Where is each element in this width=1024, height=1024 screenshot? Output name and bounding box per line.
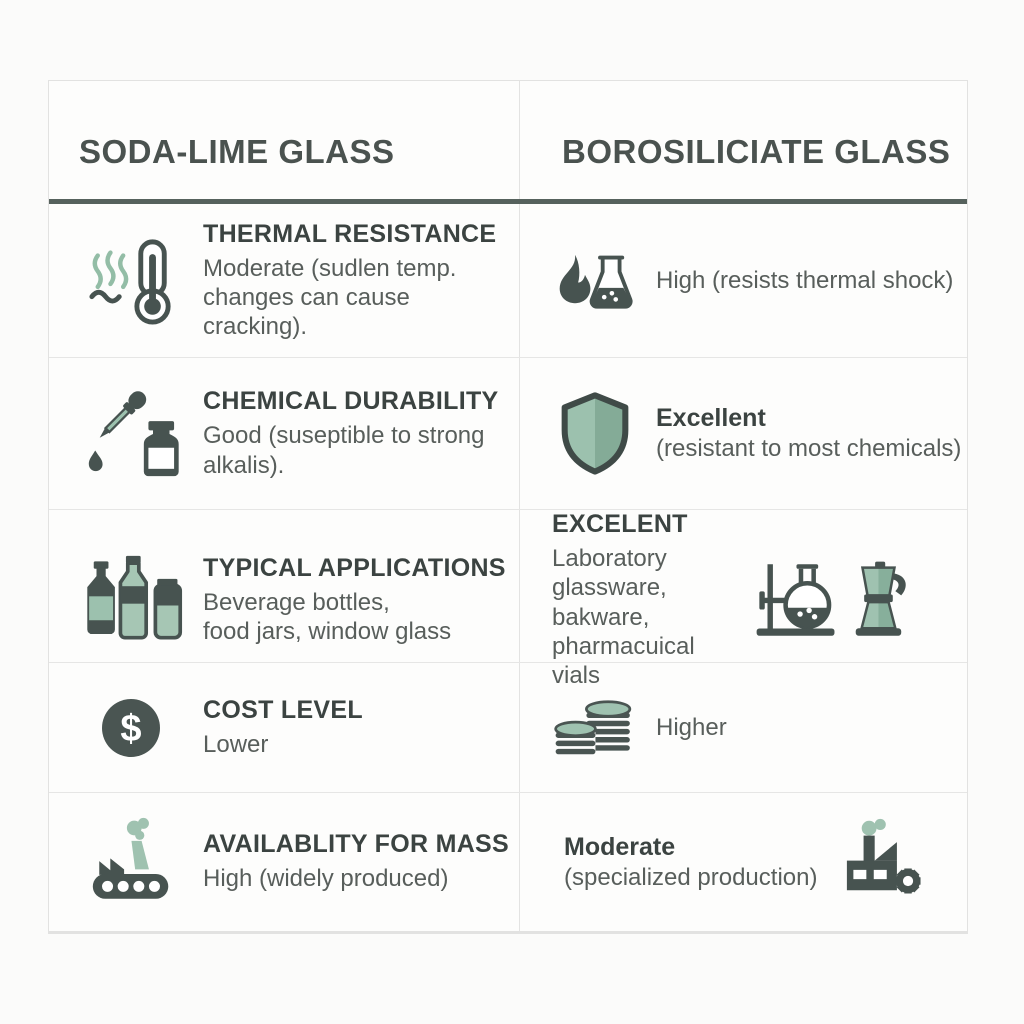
bottles-icon xyxy=(75,554,187,646)
chemical-detail: (resistant to most chemicals) xyxy=(656,435,962,463)
cell-cost-left xyxy=(49,663,519,792)
availability-title: AVAILABLITY FOR MASS xyxy=(203,830,509,859)
applications-value-line2: bakware, pharmacuical vials xyxy=(552,603,695,690)
row-cost-level xyxy=(49,662,967,792)
cost-value-right: Higher xyxy=(656,713,727,741)
chemical-title: CHEMICAL DURABILITY xyxy=(203,387,499,416)
shield-icon xyxy=(552,390,638,477)
applications-line2: food jars, window glass xyxy=(203,618,452,646)
thermometer-heat-icon xyxy=(75,236,187,326)
applications-line1: Beverage bottles, xyxy=(203,588,390,616)
thermal-title: THERMAL RESISTANCE xyxy=(203,219,497,248)
chemical-value: Excellent xyxy=(656,404,766,433)
availability-value-left: High (widely produced) xyxy=(203,865,449,893)
cell-cost-right xyxy=(519,663,967,792)
row-typical-applications xyxy=(49,509,967,690)
header-row xyxy=(49,81,967,199)
applications-title: TYPICAL APPLICATIONS xyxy=(203,553,506,582)
cell-availability-right xyxy=(519,793,967,931)
lab-stand-flask-icon xyxy=(753,557,839,643)
chemical-desc-line1: Good (suseptible to strong alkalis). xyxy=(203,422,485,479)
row-chemical-durability xyxy=(49,357,967,509)
availability-value-right: Moderate xyxy=(564,832,676,861)
header-cell-borosilicate xyxy=(519,81,967,199)
applications-value-title: EXCELENT xyxy=(552,510,688,538)
column-header-soda-lime: SODA-LIME GLASS xyxy=(79,133,395,170)
cell-availability-left xyxy=(49,793,519,931)
row-thermal-resistance xyxy=(49,204,967,357)
cost-value-left: Lower xyxy=(203,730,269,758)
moka-pot-icon xyxy=(847,560,915,640)
cost-title: COST LEVEL xyxy=(203,695,363,724)
thermal-value: High (resists thermal shock) xyxy=(656,266,954,294)
row-availability xyxy=(49,792,967,931)
factory-conveyor-icon xyxy=(75,816,187,908)
coin-stacks-icon xyxy=(552,696,638,760)
factory-gear-icon xyxy=(827,818,927,906)
cell-chemical-left xyxy=(49,358,519,509)
glass-comparison-table xyxy=(48,80,968,934)
thermal-desc-line1: Moderate (sudlen temp. xyxy=(203,254,457,282)
dollar-coin-icon xyxy=(75,697,187,759)
column-header-borosilicate: BOROSILICIATE GLASS xyxy=(562,133,951,170)
applications-value-line1: Laboratory glassware, xyxy=(552,545,667,602)
header-cell-soda-lime xyxy=(49,81,519,199)
flame-flask-icon xyxy=(552,249,638,313)
cell-thermal-left xyxy=(49,204,519,357)
thermal-desc-line2: changes can cause cracking). xyxy=(203,283,410,341)
cell-thermal-right xyxy=(519,204,967,357)
availability-detail: (specialized production) xyxy=(564,863,818,891)
cell-chemical-right xyxy=(519,358,967,509)
dropper-bottle-icon xyxy=(75,388,187,480)
svg-text:$: $ xyxy=(120,707,142,750)
